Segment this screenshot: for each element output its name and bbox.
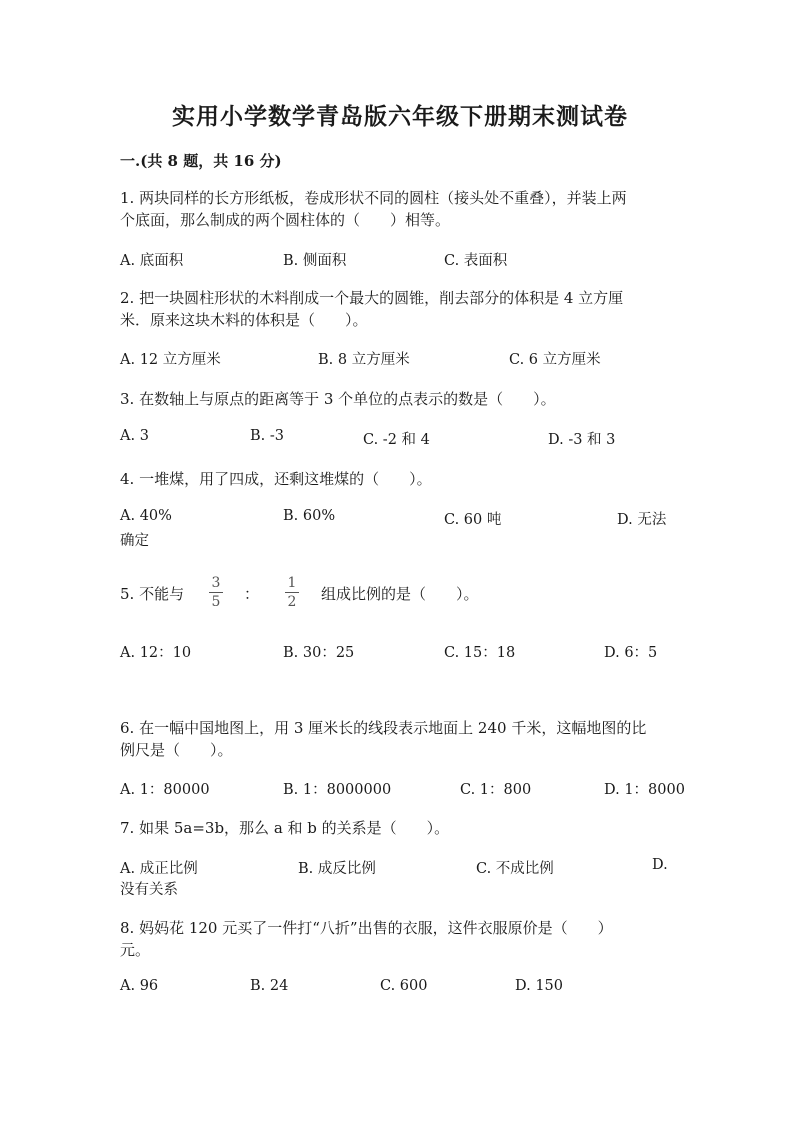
question-1-option-a: A. 底面积 [120, 253, 184, 269]
fraction-denominator: 2 [287, 594, 297, 610]
question-2-line-1: 2. 把一块圆柱形状的木料削成一个最大的圆锥，削去部分的体积是 4 立方厘 [120, 289, 624, 307]
question-8-option-b: B. 24 [250, 978, 289, 994]
question-2-line-2: 米．原来这块木料的体积是（ ）。 [120, 311, 368, 329]
question-8-option-d: D. 150 [515, 978, 564, 994]
question-6-line-2: 例尺是（ ）。 [120, 741, 233, 759]
question-5-lead: 5. 不能与 [120, 585, 185, 603]
question-7-option-d: D. [652, 857, 668, 873]
question-1-option-b: B. 侧面积 [283, 253, 347, 269]
question-6-option-c: C. 1：800 [460, 782, 532, 798]
question-2-option-a: A. 12 立方厘米 [120, 352, 221, 368]
fraction-numerator: 1 [287, 575, 297, 591]
question-3-option-c: C. -2 和 4 [363, 432, 430, 448]
question-7-option-c: C. 不成比例 [476, 861, 554, 877]
question-8-option-a: A. 96 [120, 978, 159, 994]
fraction-numerator: 3 [211, 575, 221, 591]
question-5-tail: 组成比例的是（ ）。 [321, 585, 479, 603]
question-4-option-a: A. 40% [120, 508, 172, 524]
question-2-option-c: C. 6 立方厘米 [509, 352, 601, 368]
question-3-option-a: A. 3 [120, 428, 149, 444]
fraction-bar [285, 592, 299, 593]
question-4-option-b: B. 60% [283, 508, 336, 524]
fraction-one-half [285, 576, 299, 609]
question-6-option-d: D. 1：8000 [604, 782, 685, 798]
question-7-option-d-wrap: 没有关系 [120, 882, 178, 898]
question-6-option-a: A. 1：80000 [120, 782, 210, 798]
question-5-option-c: C. 15：18 [444, 645, 516, 661]
question-5-option-d: D. 6：5 [604, 645, 658, 661]
question-6-option-b: B. 1：8000000 [283, 782, 392, 798]
question-8-option-c: C. 600 [380, 978, 428, 994]
question-4-option-d-wrap: 确定 [120, 533, 149, 549]
question-7-line-1: 7. 如果 5a=3b，那么 a 和 b 的关系是（ ）。 [120, 819, 450, 837]
question-1-line-2: 个底面，那么制成的两个圆柱体的（ ）相等。 [120, 211, 451, 229]
question-8-line-2: 元。 [120, 941, 151, 959]
page-title: 实用小学数学青岛版六年级下册期末测试卷 [172, 103, 628, 130]
question-6-line-1: 6. 在一幅中国地图上，用 3 厘米长的线段表示地面上 240 千米，这幅地图的比 [120, 719, 647, 737]
question-3-line-1: 3. 在数轴上与原点的距离等于 3 个单位的点表示的数是（ ）。 [120, 390, 556, 408]
question-3-option-b: B. -3 [250, 428, 284, 444]
question-1-line-1: 1. 两块同样的长方形纸板，卷成形状不同的圆柱（接头处不重叠），并装上两 [120, 189, 627, 207]
question-4-option-c: C. 60 吨 [444, 512, 502, 528]
question-3-option-d: D. -3 和 3 [548, 432, 616, 448]
question-2-option-b: B. 8 立方厘米 [318, 352, 410, 368]
question-7-option-a: A. 成正比例 [120, 861, 198, 877]
question-5-option-b: B. 30：25 [283, 645, 355, 661]
question-4-line-1: 4. 一堆煤，用了四成，还剩这堆煤的（ ）。 [120, 470, 432, 488]
ratio-colon: ： [244, 585, 260, 603]
question-1-option-c: C. 表面积 [444, 253, 508, 269]
question-7-option-b: B. 成反比例 [298, 861, 376, 877]
question-8-line-1: 8. 妈妈花 120 元买了一件打“八折”出售的衣服，这件衣服原价是（ ） [120, 919, 613, 937]
fraction-denominator: 5 [211, 594, 221, 610]
section-heading: 一.(共 8 题，共 16 分) [120, 152, 282, 170]
question-5-option-a: A. 12：10 [120, 645, 192, 661]
fraction-bar [209, 592, 223, 593]
question-4-option-d: D. 无法 [617, 512, 667, 528]
fraction-three-fifths [209, 576, 223, 609]
